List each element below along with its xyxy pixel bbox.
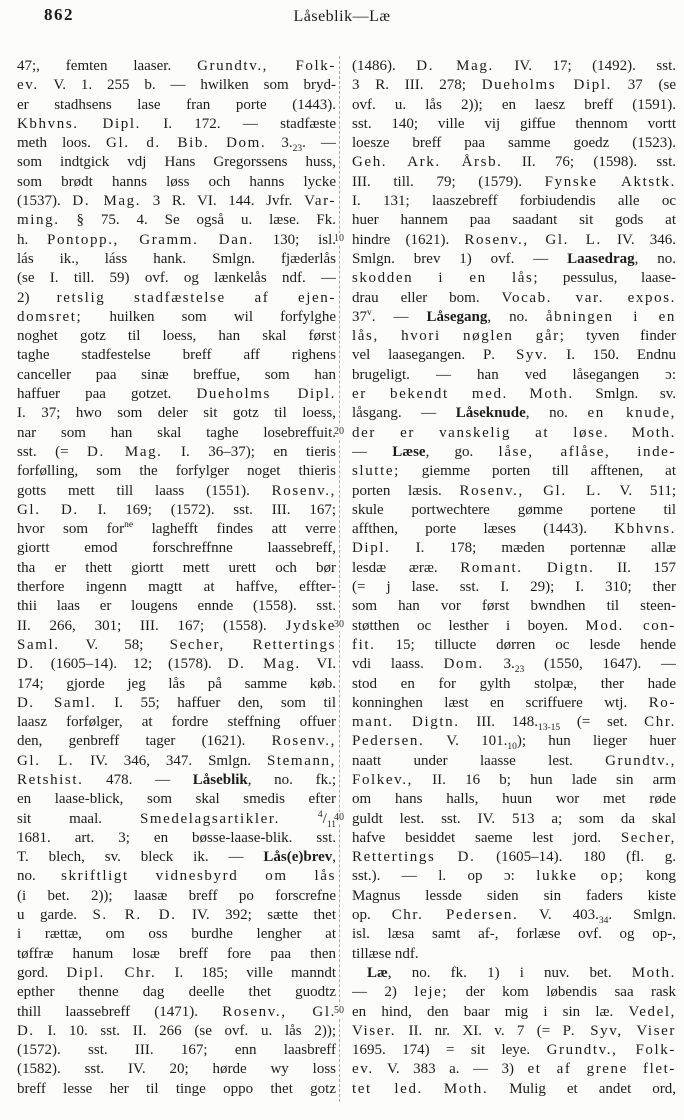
line-number-marker: 20 [328,426,350,438]
text-line: tha er thett giortt mett urett och bør [17,559,336,576]
text-line: Læ, no. fk. 1) i nuv. bet. Moth. [367,964,676,981]
text-line: breff lesse her til tinge oppo thet gotz [17,1080,336,1097]
text-line: tillæse ndf. [352,945,419,962]
text-line: thii laas er lougens ennde (1558). sst. [17,598,336,615]
text-line: meth loos. Gl. d. Bib. Dom. $3._{23}$. — [17,135,336,154]
text-line: 1681. art. 3; en bøsse-laase-blik. sst. [17,829,336,846]
text-line: u garde. S. R. D. IV. 392; sætte thet [17,907,336,924]
line-number-marker: 50 [328,1005,350,1017]
text-line: III. till. 79; (1579). Fynske Aktstk. [352,173,676,190]
text-line: thill laassebreff (1471). Rosenv., Gl. [17,1003,336,1020]
text-line: (1537). D. Mag. 3 R. VI. 144. Jvfr. Var- [17,193,336,210]
text-line: gord. Dipl. Chr. I. 185; ville manndt [17,964,336,981]
line-number-marker: 40 [328,812,350,824]
text-line: ovf. u. lås 2)); en laesz breff (1591). [352,96,676,113]
text-line: en laase-blick, som skal smedis efter [17,791,336,808]
text-line: ev. V. 383 a. — 3) et af grene flet- [352,1061,676,1078]
text-line: I. 37; hwo som deler sit gotz til loess, [17,405,336,422]
text-line: no. skriftligt vidnesbyrd om lås [17,868,336,885]
text-line: sst.). — l. op ɔ: lukke op; kong [352,868,676,885]
text-line: op. Chr. Pedersen. V. $403._{34}$. Smlgn. [352,907,676,926]
text-line: taghe stadfestelse breff aff righens [17,347,336,364]
text-line: 174; gjorde jeg lås på samme køb. [17,675,336,692]
text-line: slutte; giemme porten till afftenen, at [352,463,676,480]
text-line: Smlgn. brev 1) ovf. — Laasedrag, no. [352,250,676,267]
text-line: støtthen oc lesther i boyen. Mod. con- [352,617,676,634]
text-line: nar som han skal taghe losebreffuit. [17,424,336,441]
text-line: haffuer paa gotzet. Dueholms Dipl. [17,386,336,403]
text-line: Pedersen. V. $101._{10}$); hun lieger huer [352,733,676,752]
text-line: domsret; huilken som wil forfylghe [17,308,336,325]
line-number-marker: 10 [328,233,350,245]
text-line: ev. V. 1. 255 b. — hwilken som bryd- [17,77,336,94]
text-line: huer hannem paa saadant sit gods at [352,212,676,229]
text-line: D. (1605–14). 12; (1578). D. Mag. VI. [17,656,336,673]
text-line: som brødt hanns løss och hanns lycke [17,173,336,190]
text-line: T. blech, sv. bleck ik. — Lås(e)brev, [17,849,336,866]
text-line: II. 266, 301; III. 167; (1558). Jydske [17,617,336,634]
text-line: Dipl. I. 178; mæden portennæ allæ [352,540,676,557]
text-line: er stadhsens lase fran porte (1443). [17,96,336,113]
text-line: vdi laass. Dom. $3._{23}$ (1550, 1647). — [352,656,676,675]
text-line: låsgang. — Låseknude, no. en knude, [352,405,676,422]
text-line: D. Saml. I. 55; haffuer den, som til [17,694,336,711]
running-title: Låseblik—Læ [293,8,391,25]
text-line: skule portwechtere gømme portene til [352,501,676,518]
text-line: (i bet. 2)); laasæ breff po forscrefne [17,887,336,904]
text-line: Retshist. 478. — Låseblik, no. fk.; [17,771,336,788]
page-number: 862 [44,5,74,24]
text-line: affthen, porte læses (1443). Kbhvns. [352,521,676,538]
text-line: stod en for gylth stolpæ, ther hade [352,675,676,692]
text-line: vel laasegangen. P. Syv. I. 150. Endnu [352,347,676,364]
text-line: forfølling, som the forfylger noget thieris [17,463,336,480]
text-line: Gl. D. I. 169; (1572). sst. III. 167; [17,501,336,518]
text-line: der er vanskelig at løse. Moth. [352,424,676,441]
text-line: sst. (= D. Mag. I. 36–37); en tieris [17,443,336,460]
text-line: (1582). sst. IV. 20; hørde wy loss [17,1061,336,1078]
text-line: den, genbreff tager (1621). Rosenv., [17,733,336,750]
text-line: — Læse, go. låse, aflåse, inde- [352,443,676,460]
text-line: mant. Digtn. III. $148._{13-15}$ (= set. Chr. [352,714,676,733]
text-line: Geh. Ark. Årsb. II. 76; (1598). sst. [352,154,676,171]
text-line: lås, hvori nøglen går; tyven finder [352,328,676,345]
right-column [352,57,676,1099]
text-line: naatt under laasse lest. Grundtv., [352,752,676,769]
column-divider [339,56,340,1102]
text-line: hvor som for$^{ne}$ laghefft findes att verre [17,520,336,538]
text-line: D. I. 10. sst. II. 266 (se ovf. u. lås 2)); [17,1022,336,1039]
text-line: porten læsis. Rosenv., Gl. L. V. 511; [352,482,676,499]
text-line: giortt emod forschreffnne laassebreff, [17,540,336,557]
text-line: 3 R. III. 278; Dueholms Dipl. 37 (se [352,77,676,94]
text-line: laasz forfølger, at fordre steffning offuer [17,714,336,731]
text-line: tøffræ hanum losæ breff fore paa then [17,945,336,962]
text-line: — 2) leje; der kom løbendis saa rask [352,984,676,1001]
text-line: i rættæ, om oss burdhe lengher at [17,926,336,943]
text-line: 1695. 174) = sit leye. Grundtv., Folk- [352,1042,676,1059]
text-line: Kbhvns. Dipl. I. 172. — stadfæste [17,115,336,132]
text-line: (= j lase. sst. I. 29); I. 310; ther [352,579,676,596]
text-line: ming. § 75. 4. Se også u. læse. Fk. [17,212,336,229]
text-line: hindre (1621). Rosenv., Gl. L. IV. 346. [352,231,676,248]
text-line: I. 131; laaszebreff forbiudendis alle oc [352,193,676,210]
text-line: noghet gotz til loess, han skal først [17,328,336,345]
text-line: (1572). sst. III. 167; enn laasbreff [17,1042,336,1059]
text-line: er bekendt med. Moth. Smlgn. sv. [352,386,676,403]
text-line: (1486). D. Mag. IV. 17; (1492). sst. [352,58,676,74]
text-line: loesze breff paa samme goedz (1523). [352,135,676,152]
text-line: 37$^v$. — Låsegang, no. åbningen i en [352,307,676,325]
text-line: Rettertings D. (1605–14). 180 (fl. g. [352,849,676,866]
text-line: (se I. till. 59) ovf. og lænkelås ndf. — [17,270,336,287]
text-line: konninghen læst en scriffuere wtj. Ro- [352,694,676,711]
text-line: 2) retslig stadfæstelse af ejen- [17,289,336,306]
text-line: Folkev., II. 16 b; hun lade sin arm [352,771,676,788]
text-line: hafve besiddet saeme lest jord. Secher, [352,829,676,846]
text-line: sit maal. Smedelagsartikler. $^4/_{11}$ [17,809,336,829]
text-line: gotts mett till laass (1551). Rosenv., [17,482,336,499]
text-line: Gl. L. IV. 346, 347. Smlgn. Stemann, [17,752,336,769]
text-line: en hind, den baar mig i sin læ. Vedel, [352,1003,676,1020]
text-line: brugeligt. — han ved låsegangen ɔ: [352,366,676,383]
text-line: som han vor først bwndhen til steen- [352,598,676,615]
text-line: fit. 15; tillucte dørren oc lesde hende [352,636,676,653]
text-line: isl. læsa samt af-, forlæse ovf. og op-, [352,926,676,943]
text-line: canceller paa sinæ breffue, som han [17,366,336,383]
text-line: tet led. Moth. Mulig et andet ord, [352,1080,676,1097]
text-line: drau eller bom. Vocab. var. expos. [352,289,676,306]
text-line: om hans halls, huun wor met røde [352,791,676,808]
text-line: lesdæ æræ. Romant. Digtn. II. 157 [352,559,676,576]
line-number-marker: 30 [328,619,350,631]
text-line: Viser. II. nr. XI. v. 7 (= P. Syv, Viser [352,1022,676,1039]
text-line: Saml. V. 58; Secher, Rettertings [17,636,336,653]
text-line: som indtgick vdj Hans Gregorssens huss, [17,154,336,171]
text-line: lás ik., láss hank. Smlgn. fjæderlås [17,250,336,267]
left-column [17,57,336,1099]
text-line: skodden i en lås; pessulus, laase- [352,270,676,287]
text-line: 47;, femten laaser. Grundtv., Folk- [17,58,336,74]
text-line: h. Pontopp., Gramm. Dan. 130; isl. [17,231,336,248]
text-line: epther thenne dag deelle thet guodtz [17,984,336,1001]
text-line: guldt lest. sst. IV. 513 a; som da skal [352,810,676,827]
text-line: sst. 140; ville vij giffue thennom vortt [352,115,676,132]
text-line: therfore ingenn magtt at haffve, effter- [17,579,336,596]
text-line: Magnus lessde siden sin faders kiste [352,887,676,904]
